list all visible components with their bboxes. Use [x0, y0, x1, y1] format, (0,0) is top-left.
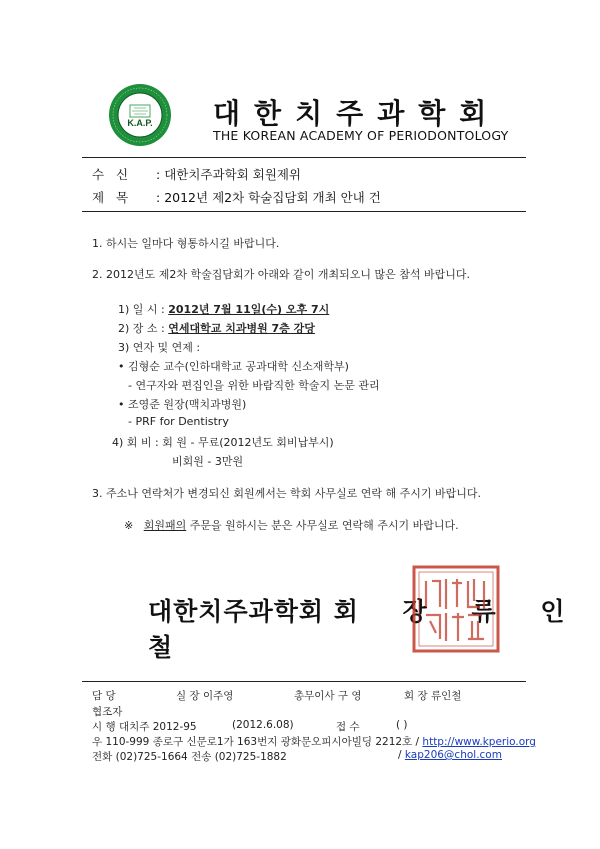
recipient-sep: : — [156, 167, 161, 182]
topic-2: - PRF for Dentistry — [128, 415, 229, 428]
email-link[interactable]: kap206@chol.com — [404, 749, 502, 761]
note-mark: ※ — [124, 519, 134, 532]
email-line — [398, 749, 502, 761]
sub-item-speakers: 3) 연자 및 연제 : — [118, 341, 201, 354]
subject-label: 제 목 — [92, 190, 133, 205]
note-line — [124, 517, 459, 533]
kap-logo — [108, 83, 172, 147]
place-label: 2) 장 소 : — [118, 322, 169, 335]
doc-date: (2012.6.08) — [232, 719, 294, 731]
fee-nonmember: 비회원 - 3만원 — [172, 455, 244, 468]
cooperator: 협조자 — [92, 706, 123, 718]
topic-1: - 연구자와 편집인을 위한 바람직한 학술지 논문 관리 — [128, 379, 380, 392]
receipt-label: 접 수 — [336, 721, 360, 733]
contact-line — [92, 749, 287, 764]
title-korean: 대한치주과학회 — [213, 97, 501, 130]
phone-fax: 전화 (02)725-1664 전송 (02)725-1882 — [92, 751, 287, 763]
website-link[interactable]: http://www.kperio.org — [422, 736, 536, 748]
sub-item-place — [118, 320, 315, 336]
approval-staff: 담 당 — [92, 690, 116, 702]
date-label: 1) 일 시 : — [118, 303, 169, 316]
receipt-box: ( ) — [396, 719, 408, 731]
sub-item-date — [118, 301, 329, 317]
signature-title: 회 장 류 인 — [333, 597, 583, 626]
approval-president: 회 장 류인철 — [404, 690, 462, 702]
recipient-line — [92, 165, 301, 183]
recipient-label: 수 신 — [92, 167, 133, 182]
signature — [148, 592, 600, 664]
signature-org: 대한치주과학회 — [148, 597, 325, 626]
speaker-1: • 김형순 교수(인하대학교 공과대학 신소재학부) — [118, 360, 349, 373]
sub-item-fee — [112, 434, 334, 450]
approval-director: 총무이사 구 영 — [294, 690, 362, 702]
doc-number: 시 행 대치주 2012-95 — [92, 721, 197, 733]
subject-sep: : — [156, 190, 161, 205]
recipient-value: 대한치주과학회 회원제위 — [164, 167, 302, 182]
signature-last: 철 — [148, 633, 174, 662]
fee-member: 회 원 - 무료(2012년도 회비납부시) — [162, 436, 334, 449]
divider-mid — [82, 211, 526, 212]
note-text: 주문을 원하시는 분은 사무실로 연락해 주시기 바랍니다. — [186, 519, 459, 532]
speaker-2: • 조영준 원장(맥치과병원) — [118, 398, 247, 411]
subject-line — [92, 188, 381, 206]
fee-label: 4) 회 비 : — [112, 436, 163, 449]
place-value: 연세대학교 치과병원 7층 강당 — [168, 322, 315, 335]
address-line — [92, 734, 536, 749]
official-seal — [410, 563, 502, 655]
note-underlined: 회원패의 — [143, 519, 187, 532]
date-value: 2012년 7월 11일(수) 오후 7시 — [168, 303, 330, 316]
divider-footer — [82, 681, 526, 682]
approval-manager: 실 장 이주영 — [176, 690, 234, 702]
subject-value: 2012년 제2차 학술집담회 개최 안내 건 — [164, 190, 381, 205]
item-1: 1. 하시는 일마다 형통하시길 바랍니다. — [92, 237, 280, 250]
item-3: 3. 주소나 연락처가 변경되신 회원께서는 학회 사무실로 연락 해 주시기 바랍니다. — [92, 487, 481, 500]
title-english: THE KOREAN ACADEMY OF PERIODONTOLOGY — [213, 128, 509, 143]
item-2: 2. 2012년도 제2차 학술집담회가 아래와 같이 개최되오니 많은 참석 바랍니다. — [92, 268, 470, 281]
divider-top — [82, 157, 526, 158]
address: 우 110-999 종로구 신문로1가 163번지 광화문오피시아빌딩 2212호 / — [92, 736, 423, 748]
logo-center-text: K.A.P. — [127, 118, 153, 128]
email-sep: / — [398, 749, 405, 761]
